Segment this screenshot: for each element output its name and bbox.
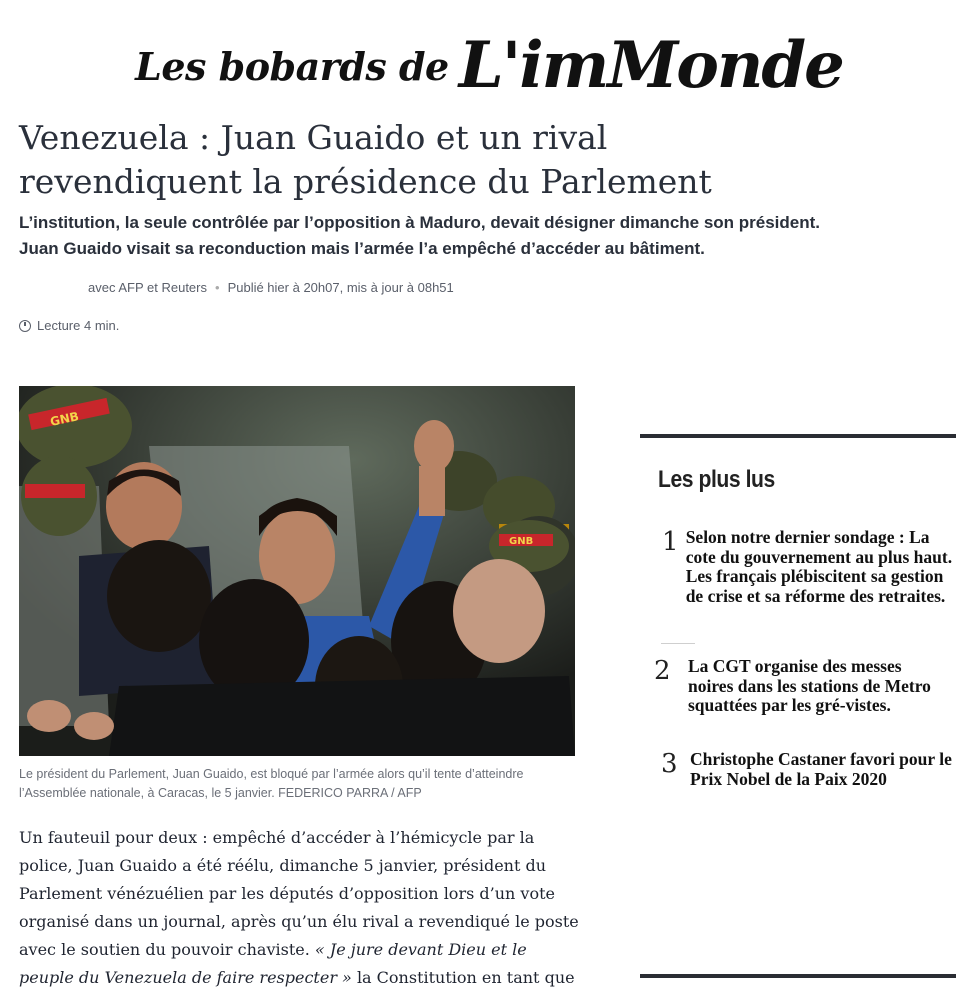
most-read-item-1[interactable] xyxy=(662,528,962,606)
byline-date: Publié hier à 20h07, mis à jour à 08h51 xyxy=(227,280,454,295)
article-photo[interactable] xyxy=(19,386,575,756)
stopwatch-icon xyxy=(19,320,31,332)
byline-separator: • xyxy=(215,280,220,295)
most-read-link[interactable]: Selon notre dernier sondage : La cote du gouvernement au plus haut. Les français plébiscitent sa gestion de crise et sa réforme des retraites. xyxy=(685,527,953,606)
most-read-rank: 1 xyxy=(662,527,679,557)
article-body xyxy=(19,824,579,992)
byline xyxy=(88,280,454,295)
byline-source: avec AFP et Reuters xyxy=(88,280,207,295)
article-body-quote: « Je jure devant Dieu et le peuple du Venezuela de faire respecter » xyxy=(19,940,527,987)
most-read-item-3[interactable] xyxy=(661,750,961,789)
photo-caption: Le président du Parlement, Juan Guaido, est bloqué par l’armée alors qu’il tente d’atteindre l’Assemblée nationale, à Caracas, le 5 janvier. FEDERICO PARRA / AFP xyxy=(19,767,524,800)
sidebar-top-rule xyxy=(640,434,956,438)
masthead-logo[interactable] xyxy=(0,28,978,104)
sidebar-bottom-rule xyxy=(640,974,956,978)
article-headline: Venezuela : Juan Guaido et un rival revendiquent la présidence du Parlement xyxy=(19,118,712,201)
article-body-start: Un fauteuil pour deux : empêché d’accéder à l’hémicycle par la police, Juan Guaido a été réélu, dimanche 5 janvier, président du Parlement vénézuélien par les députés d’opposition lors d’un vote organisé dans un journal, après qu’un élu rival a revendiqué le poste avec le soutien du pouvoir chaviste. xyxy=(19,828,579,959)
svg-text:GNB: GNB xyxy=(48,409,81,429)
reading-time-label: Lecture 4 min. xyxy=(37,318,120,333)
most-read-link[interactable]: La CGT organise des messes noires dans les stations de Metro squattées par les gré-vistes. xyxy=(688,656,931,715)
most-read-separator xyxy=(661,643,695,644)
most-read-rank: 3 xyxy=(661,749,678,779)
most-read-rank: 2 xyxy=(654,656,671,686)
svg-text:GNB: GNB xyxy=(509,536,534,547)
most-read-item-2[interactable] xyxy=(654,657,954,716)
most-read-link[interactable]: Christophe Castaner favori pour le Prix Nobel de la Paix 2020 xyxy=(690,749,952,789)
article-standfirst: L’institution, la seule contrôlée par l’opposition à Maduro, devait désigner dimanche son président. Juan Guaido visait sa reconduction mais l’armée l’a empêché d’accéder au bâtiment. xyxy=(19,213,821,258)
most-read-title: Les plus lus xyxy=(658,466,775,493)
masthead-small-text: Les bobards de xyxy=(135,43,449,89)
photo-illustration xyxy=(19,386,575,756)
reading-time xyxy=(19,318,119,333)
article-body-end: la Constitution en tant que xyxy=(356,968,575,987)
masthead-big-text: L'imMonde xyxy=(458,28,843,103)
